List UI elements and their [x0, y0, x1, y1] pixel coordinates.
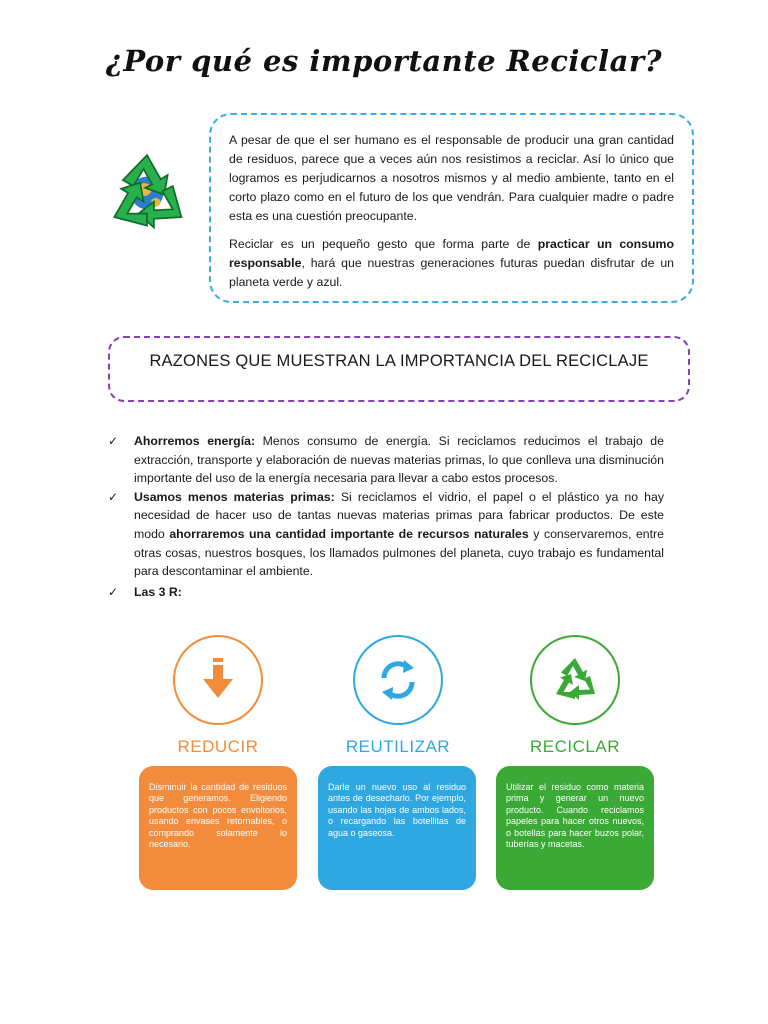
reducir-label: REDUCIR [177, 737, 259, 756]
cycle-arrows-icon [374, 656, 422, 704]
reciclar-label: RECICLAR [530, 737, 620, 756]
check-icon: ✓ [108, 434, 119, 448]
page-title: ¿Por qué es importante Reciclar? [105, 44, 663, 78]
intro-paragraph-2: Reciclar es un pequeño gesto que forma parte de practicar un consumo responsable, hará que nuestras generaciones futuras puedan disfrutar de un planeta verde y azul. [229, 237, 674, 289]
down-arrow-icon [201, 658, 235, 702]
reutilizar-circle [353, 635, 443, 725]
reciclar-card: Utilizar el residuo como materia prima y generar un nuevo producto. Cuando reciclamos papeles para hacer otros nuevos, o botellas para hacer buzos polar, tuberías y macetas. [496, 766, 654, 890]
reutilizar-label: REUTILIZAR [345, 737, 451, 756]
intro-box [209, 113, 694, 303]
reciclar-column [495, 635, 655, 757]
razones-box [108, 336, 690, 402]
intro-paragraph-1: A pesar de que el ser humano es el responsable de producir una gran cantidad de residuos, parece que a veces aún nos resistimos a reciclar. Así lo único que logramos es perjudicarnos a nosotros mismos y al medio ambiente, tanto en el corto plazo como en el futuro de los que vendrán. Para cualquier madre o padre esta es una cuestión preocupante. [229, 133, 674, 223]
reason-energy: ✓ Ahorremos energía: Menos consumo de energía. Si reciclamos reducimos el trabajo de extracción, transporte y elaboración de nuevas materias primas, lo que conlleva una disminución importante del uso de la energía necesaria para llevar a cabo estos procesos. [108, 434, 664, 486]
razones-title: RAZONES QUE MUESTRAN LA IMPORTANCIA DEL RECICLAJE [149, 352, 649, 370]
reason-3r: ✓ Las 3 R: [108, 583, 664, 602]
reciclar-circle [530, 635, 620, 725]
reason-materials: ✓ Usamos menos materias primas: Si reciclamos el vidrio, el papel o el plástico ya no hay necesidad de hacer uso de tantas nuevas materias primas para fabricar productos. De este modo ahorraremos una cantidad importante de recursos naturales y conservaremos, entre otras cosas, nuestros bosques, los llamados pulmones del planeta, cuyo trabajo es fundamental para descontaminar el ambiente. [108, 489, 665, 579]
recycle-globe-logo-icon [104, 150, 190, 236]
reutilizar-column [318, 635, 478, 757]
check-icon: ✓ [108, 584, 119, 599]
check-icon: ✓ [108, 489, 119, 504]
reutilizar-card: Darle un nuevo uso al residuo antes de desecharlo. Por ejemplo, usando las hojas de ambos lados, o recargando las botellitas de agua o gaseosa. [318, 766, 476, 890]
reducir-card: Disminuir la cantidad de residuos que generamos. Eligiendo productos con pocos envoltorios, usando envases retornables, o comprando solamente lo necesario. [139, 766, 297, 890]
reasons-list [108, 432, 664, 601]
reducir-circle [173, 635, 263, 725]
recycle-icon [550, 656, 600, 704]
reducir-column [138, 635, 298, 757]
